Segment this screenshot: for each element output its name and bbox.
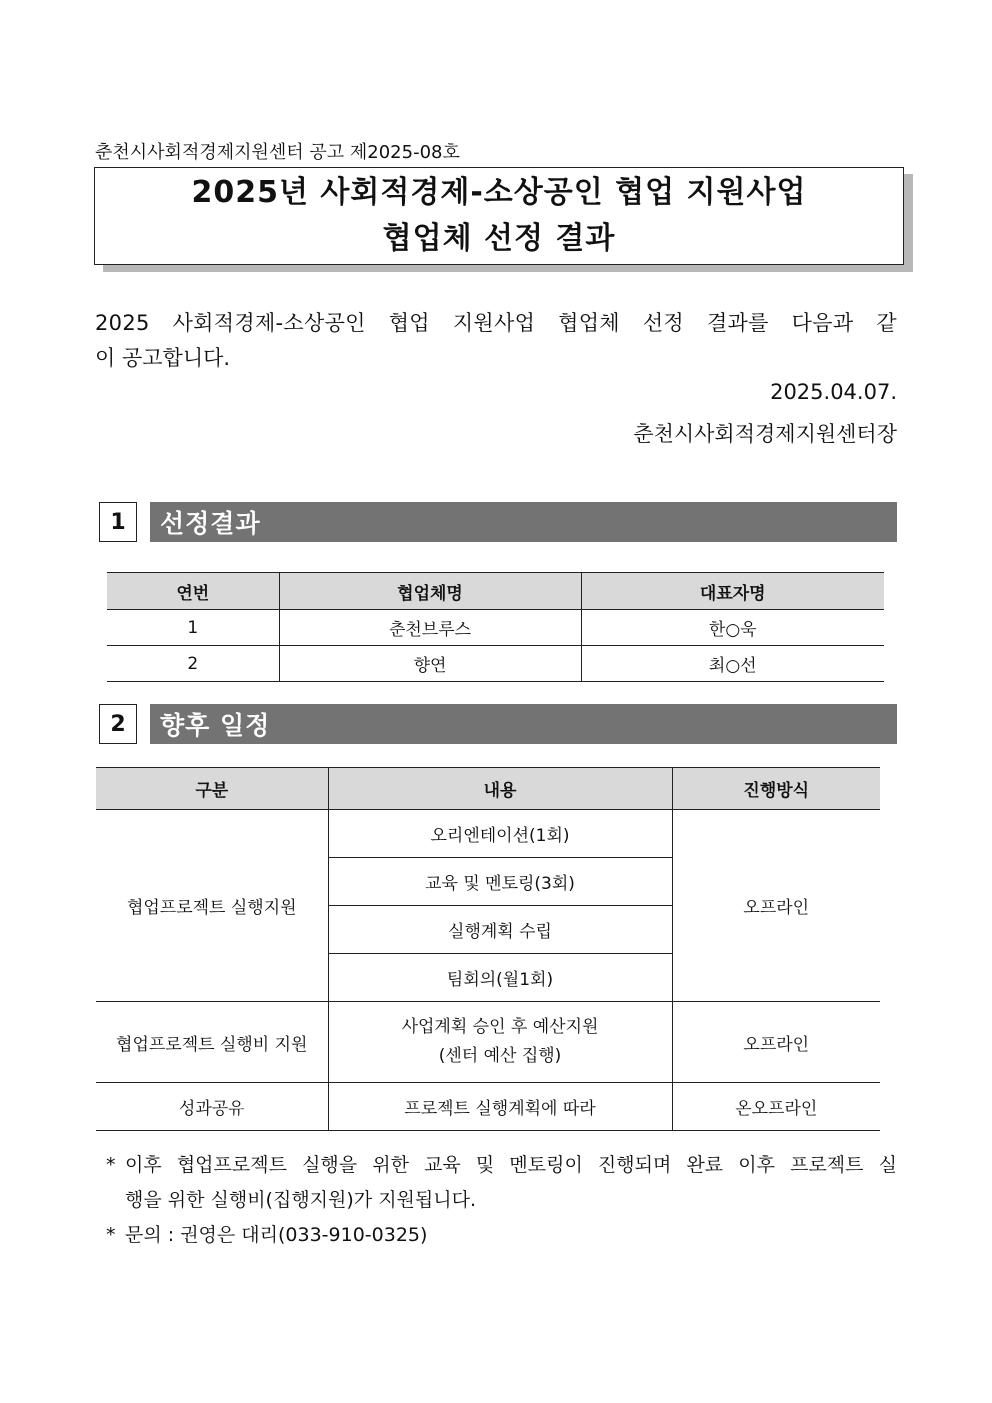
- schedule-category: 성과공유: [96, 1083, 328, 1131]
- column-header: 내용: [328, 768, 672, 810]
- table-header-row: [96, 768, 880, 810]
- schedule-method: 온오프라인: [672, 1083, 880, 1131]
- title-line-1: 2025년 사회적경제-소상공인 협업 지원사업: [191, 175, 807, 210]
- table-cell: 1: [107, 610, 279, 646]
- schedule-item: [328, 1002, 672, 1083]
- schedule-category: 협업프로젝트 실행지원: [96, 810, 328, 1002]
- signer: 춘천시사회적경제지원센터장: [633, 422, 897, 446]
- schedule-method: 오프라인: [672, 1002, 880, 1083]
- column-header: 진행방식: [672, 768, 880, 810]
- table-row: [107, 610, 884, 646]
- section-1-title: 선정결과: [150, 502, 897, 542]
- table-row: [96, 1002, 880, 1083]
- table-cell: 최○선: [581, 646, 884, 682]
- intro-line-2: 이 공고합니다.: [95, 346, 231, 370]
- schedule-item-line-2: (센터 예산 집행): [438, 1046, 562, 1066]
- title-box: [94, 167, 904, 265]
- column-header: 구분: [96, 768, 328, 810]
- notes: [106, 1148, 897, 1253]
- table-row: [96, 1083, 880, 1131]
- section-2-header: [99, 704, 897, 744]
- schedule-item: 프로젝트 실행계획에 따라: [328, 1083, 672, 1131]
- column-header: 협업체명: [279, 573, 581, 610]
- schedule-item: 팀회의(월1회): [328, 954, 672, 1002]
- intro-paragraph: [95, 306, 897, 376]
- schedule-item-line-1: 사업계획 승인 후 예산지원: [401, 1017, 599, 1037]
- title-line-2: 협업체 선정 결과: [382, 221, 616, 256]
- note-1: [106, 1148, 897, 1218]
- note-2: [106, 1218, 897, 1253]
- note-1-line-1: 이후 협업프로젝트 실행을 위한 교육 및 멘토링이 진행되며 완료 이후 프로젝트 실: [125, 1154, 897, 1176]
- column-header: 연번: [107, 573, 279, 610]
- schedule-item: 교육 및 멘토링(3회): [328, 858, 672, 906]
- table-row: [96, 810, 880, 858]
- notice-number: 춘천시사회적경제지원센터 공고 제2025-08호: [95, 142, 460, 163]
- column-header: 대표자명: [581, 573, 884, 610]
- schedule-item: 실행계획 수립: [328, 906, 672, 954]
- selection-result-table: [107, 572, 884, 682]
- table-row: [107, 646, 884, 682]
- note-2-text: 문의 : 권영은 대리(033-910-0325): [125, 1224, 428, 1246]
- announcement-date: 2025.04.07.: [770, 380, 897, 404]
- schedule-method: 오프라인: [672, 810, 880, 1002]
- section-2-title: 향후 일정: [150, 704, 897, 744]
- schedule-table: [96, 767, 880, 1131]
- table-cell: 향연: [279, 646, 581, 682]
- intro-line-1: 2025 사회적경제-소상공인 협업 지원사업 협업체 선정 결과를 다음과 같: [95, 311, 897, 335]
- section-1-number: 1: [99, 502, 137, 542]
- table-header-row: [107, 573, 884, 610]
- note-1-line-2: 행을 위한 실행비(집행지원)가 지원됩니다.: [125, 1189, 477, 1211]
- table-cell: 춘천브루스: [279, 610, 581, 646]
- schedule-item: 오리엔테이션(1회): [328, 810, 672, 858]
- schedule-category: 협업프로젝트 실행비 지원: [96, 1002, 328, 1083]
- note-1-text: [125, 1148, 897, 1218]
- section-2-number: 2: [99, 704, 137, 744]
- note-marker: *: [106, 1154, 116, 1176]
- table-cell: 2: [107, 646, 279, 682]
- note-marker: *: [106, 1224, 116, 1246]
- table-cell: 한○욱: [581, 610, 884, 646]
- section-1-header: [99, 502, 897, 542]
